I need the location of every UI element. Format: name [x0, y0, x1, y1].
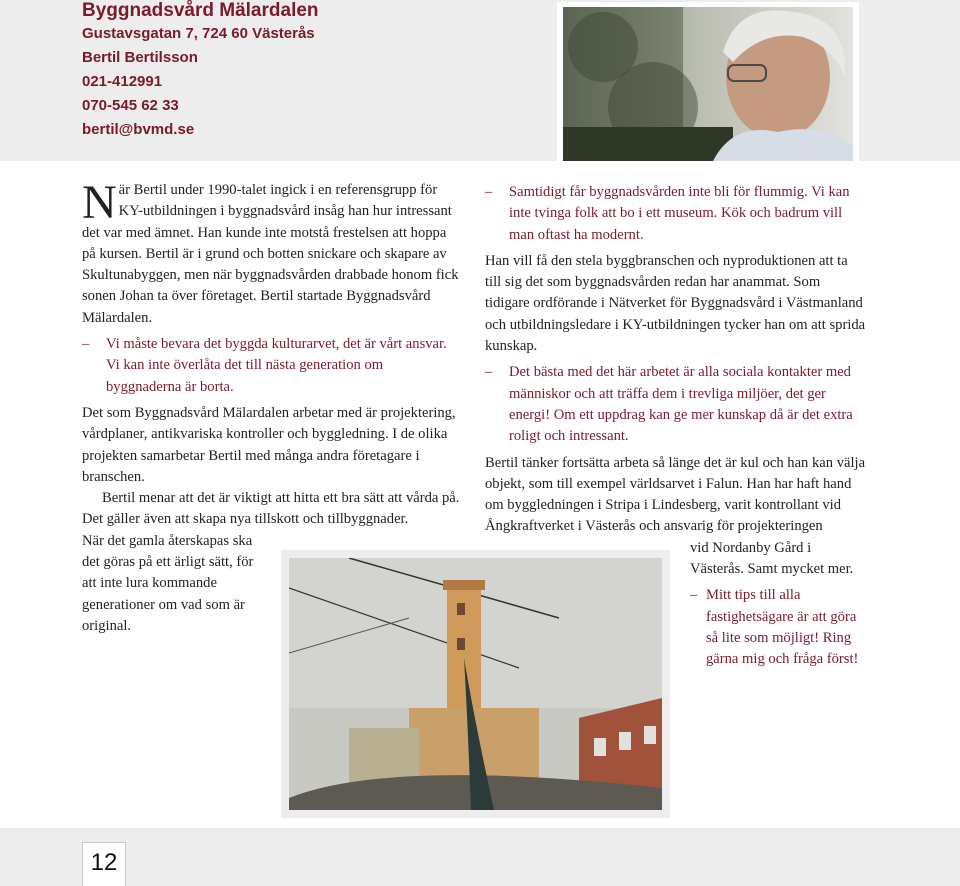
drop-cap: N — [82, 176, 117, 229]
quote-text: Det bästa med det här arbetet är alla sociala kontakter med människor och att träffa dem i trevliga miljöer, det ger energi! Om ett uppdrag kan ge mer kunskap då är det extra roligt och intressant. — [509, 364, 853, 445]
footer-band — [0, 828, 960, 886]
address: Gustavsgatan 7, 724 60 Västerås — [82, 25, 315, 42]
intro-paragraph — [82, 176, 460, 329]
paragraph: vid Nordanby Gård i Västerås. Samt mycket mer. — [690, 539, 854, 578]
quote-text: Mitt tips till alla fastighetsägare är att göra så lite som möjligt! Ring gärna mig och fråga först! — [706, 587, 859, 668]
paragraph: När det gamla återskapas ska det göras på ett ärligt sätt, för att inte lura kommande generationer om vad som är original. — [82, 532, 254, 634]
quote-text: Vi måste bevara det byggda kulturarvet, det är vårt ansvar. Vi kan inte överlåta det till nästa generation om byggnaderna är borta. — [106, 336, 447, 395]
organization-name: Byggnadsvård Mälardalen — [82, 0, 319, 21]
quote-dash: – — [690, 587, 698, 604]
quote — [485, 182, 867, 246]
building-photo — [281, 550, 670, 818]
quote-dash: – — [485, 184, 493, 200]
paragraph: Bertil tänker fortsätta arbeta så länge det är kul och han kan välja objekt, som till exempel världsarvet i Falun. Han har haft hand om byggledningen i Stripa i Lindesberg, varit kontrollant vid Ångkraftverket i Västerås och ansvarig för projekteringen — [485, 454, 866, 535]
phone-mobile: 070-545 62 33 — [82, 97, 179, 114]
page-number: 12 — [82, 842, 126, 886]
email: bertil@bvmd.se — [82, 121, 195, 138]
quote-text: Samtidigt får byggnadsvården inte bli för flummig. Vi kan inte tvinga folk att bo i ett museum. Kök och badrum vill man oftast ha modernt. — [509, 184, 850, 243]
paragraph: Det som Byggnadsvård Mälardalen arbetar med är projektering, vårdplaner, antikvariska kontroller och byggledning. I de olika projekten samarbetar Bertil med många andra företagare i branschen. — [82, 404, 456, 485]
portrait-photo — [557, 2, 859, 161]
quote-dash: – — [82, 336, 90, 353]
phone-landline: 021-412991 — [82, 73, 163, 90]
contact-name: Bertil Bertilsson — [82, 49, 198, 66]
quote — [485, 362, 867, 447]
quote-dash: – — [485, 364, 493, 381]
paragraph: Bertil menar att det är viktigt att hitta ett bra sätt att vårda på. Det gäller även att skapa nya tillskott och tillbyggnader. — [82, 490, 460, 528]
quote — [82, 334, 460, 398]
building-image — [289, 558, 662, 810]
quote — [690, 585, 867, 670]
paragraph: Han vill få den stela byggbranschen och nyproduktionen att ta till sig det som byggnadsvården redan har anammat. Som tidigare ordförande i Nätverket för Byggnadsvård i Västmanland och utbildningsledare i KY-utbildningen tycker han om att sprida kunskap. — [485, 252, 866, 355]
portrait-image — [563, 7, 853, 161]
intro-text: är Bertil under 1990-talet ingick i en referensgrupp för KY-utbildningen i byggnadsvård insåg han hur intressant det var med ämnet. Han kunde inte motstå frestelsen att hoppa på kursen. Bertil är i grund och botten snickare och skapare av Skultunabyggen, men när byggnadsvården drabbade honom fick sonen Johan ta över företaget. Bertil startade Byggnadsvård Mälardalen. — [82, 182, 459, 326]
contact-block — [82, 0, 319, 142]
